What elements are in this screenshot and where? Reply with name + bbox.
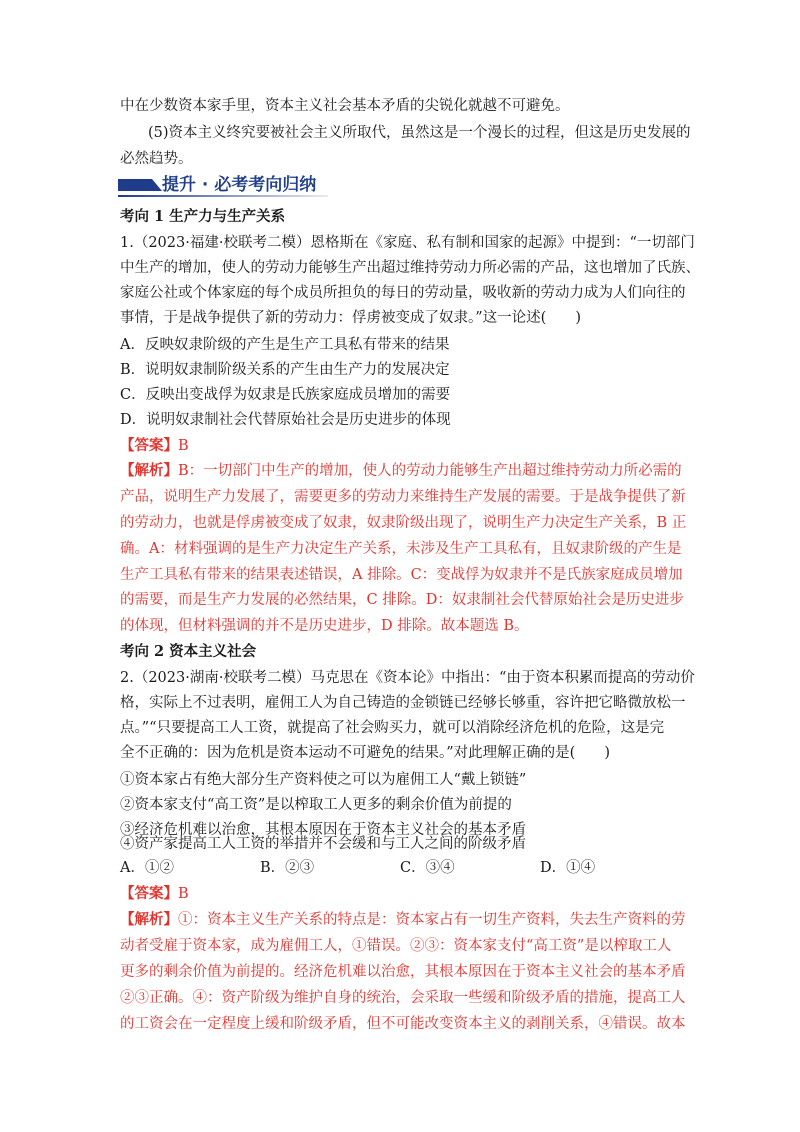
banner-title: 提升 · 必考考向归纳 [162,175,317,195]
analysis1-text: B：一切部门中生产的增加，使人的劳动力能够生产出超过维持劳动力所必需的 [178,463,682,479]
analysis1-line: 产品，说明生产力发展了，需要更多的劳动力来维持生产发展的需要。于是战争提供了新 [120,489,686,505]
question2-choice-c: C．③④ [400,860,455,876]
answer1-value: B [178,438,189,454]
answer1-tag: 【答案】 [120,437,178,454]
analysis1-line: 的体现，但材料强调的并不是历史进步，D 排除。故本题选 B。 [120,618,529,634]
intro-line-3: 必然趋势。 [120,151,193,167]
analysis2-line [120,910,685,930]
question2-line: 格，实际上不过表明，雇佣工人为自己铸造的金锁链已经够长够重，容许把它略微放松一 [120,695,686,711]
analysis1-line [120,461,685,481]
answer1 [120,436,685,456]
analysis2-text: ①：资本主义生产关系的特点是：资本家占有一切生产资料，失去生产资料的劳 [178,912,686,928]
question1-line: 中生产的增加，使人的劳动力能够生产出超过维持劳动力所必需的产品，这也增加了氏族、 [120,260,700,276]
question2-choice-a: A．①② [120,860,174,876]
analysis1-line: 确。A：材料强调的是生产力决定生产关系，未涉及生产工具私有，且奴隶阶级的产生是 [120,541,682,557]
analysis2-line: ②③正确。④：资产阶级为维护自身的统治，会采取一些缓和阶级矛盾的措施，提高工人 [120,990,686,1006]
analysis2-line: 动者受雇于资本家，成为雇佣工人，①错误。②③：资本家支付“高工资”是以榨取工人 [120,938,672,954]
answer2-tag: 【答案】 [120,885,178,902]
answer2-value: B [178,886,189,902]
question1-option-d: D．说明奴隶制社会代替原始社会是历史进步的体现 [120,412,451,428]
banner-arrow-decoration [152,179,162,191]
question2-statement: ③经济危机难以治愈，其根本原因在于资本主义社会的基本矛盾 [120,822,526,838]
analysis1-line: 的劳动力，也就是俘虏被变成了奴隶，奴隶阶级出现了，说明生产力决定生产关系，B 正 [120,515,687,531]
question1-option-a: A．反映奴隶阶级的产生是生产工具私有带来的结果 [120,337,450,353]
question1-line: 家庭公社或个体家庭的每个成员所担负的每日的劳动量，吸收新的劳动力成为人们向往的 [120,285,686,301]
question2-line: 2.（2023·湖南·校联考二模）马克思在《资本论》中指出：“由于资本积累而提高的劳动价 [120,670,695,686]
analysis2-line: 更多的剩余价值为前提的。经济危机难以治愈，其根本原因在于资本主义社会的基本矛盾 [120,964,686,980]
question1-line: 1.（2023·福建·校联考二模）恩格斯在《家庭、私有制和国家的起源》中提到：“一切部门 [120,235,695,251]
question2-statement: ①资本家占有绝大部分生产资料使之可以为雇佣工人“戴上锁链” [120,772,527,788]
question1-option-b: B．说明奴隶制阶级关系的产生由生产力的发展决定 [120,362,450,378]
analysis1-tag: 【解析】 [120,462,178,479]
banner-underline [118,195,328,197]
analysis2-line: 的工资会在一定程度上缓和阶级矛盾，但不可能改变资本主义的剥削关系，④错误。故本 [120,1016,686,1032]
analysis2-tag: 【解析】 [120,911,178,928]
answer2 [120,884,685,904]
banner-bar-decoration [118,179,152,191]
section2-heading: 考向 2 资本主义社会 [120,643,257,660]
intro-line-2: (5)资本主义终究要被社会主义所取代，虽然这是一个漫长的过程，但这是历史发展的 [148,125,691,141]
question2-line: 全不正确的：因为危机是资本运动不可避免的结果。”对此理解正确的是( ) [120,745,610,761]
question2-line: 点。”“只要提高工人工资，就提高了社会购买力，就可以消除经济危机的危险，这是完 [120,720,665,736]
analysis1-line: 的需要，而是生产力发展的必然结果，C 排除。D：奴隶制社会代替原始社会是历史进步 [120,592,684,608]
question1-option-c: C．反映出变战俘为奴隶是氏族家庭成员增加的需要 [120,387,451,403]
question2-statement: ②资本家支付“高工资”是以榨取工人更多的剩余价值为前提的 [120,797,512,813]
question2-choice-b: B．②③ [260,860,315,876]
intro-line-1: 中在少数资本家手里，资本主义社会基本矛盾的尖锐化就越不可避免。 [120,98,570,114]
question1-line: 事情，于是战争提供了新的劳动力：俘虏被变成了奴隶。”这一论述( ) [120,310,581,326]
question2-choice-d: D．①④ [540,860,596,876]
section1-heading: 考向 1 生产力与生产关系 [120,208,286,225]
analysis1-line: 生产工具私有带来的结果表述错误，A 排除。C：变战俘为奴隶并不是氏族家庭成员增加 [120,567,683,583]
question2-statement: ④资产家提高工人工资的举措并不会缓和与工人之间的阶级矛盾 [120,836,526,852]
